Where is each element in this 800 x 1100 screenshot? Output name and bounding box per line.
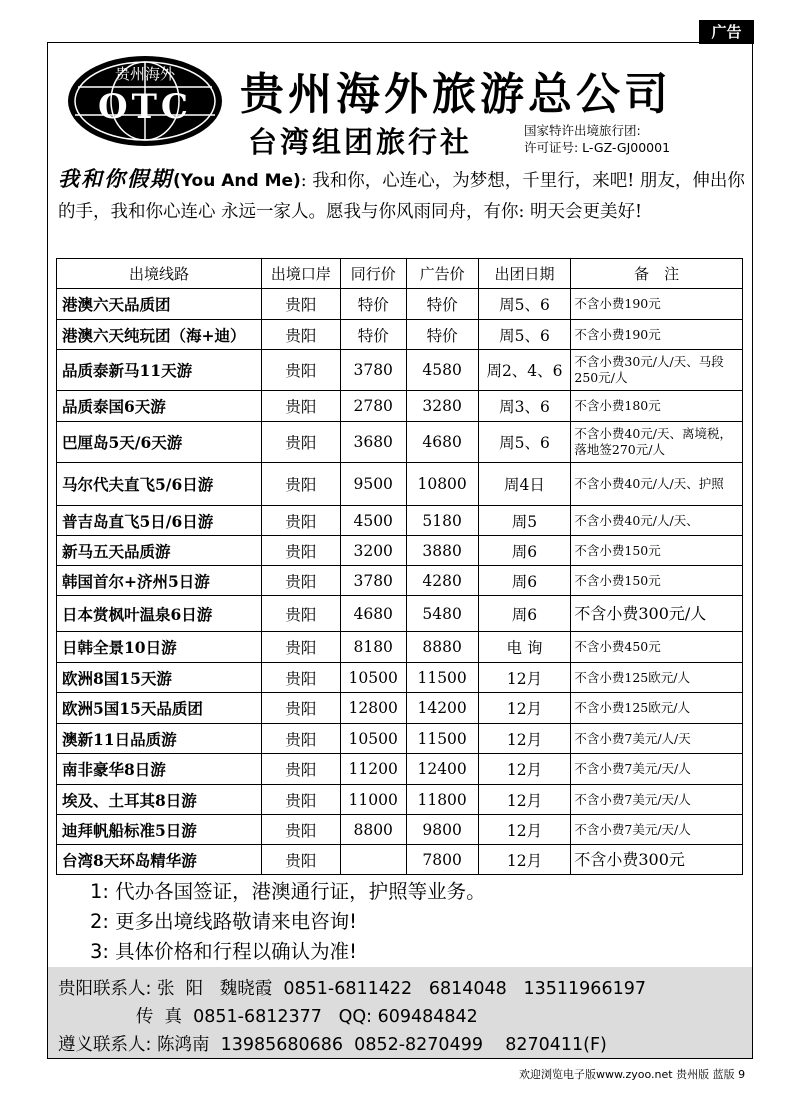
route-ad-price: 12400: [406, 754, 478, 785]
header-note: 备 注: [571, 259, 743, 289]
route-port: 贵阳: [261, 463, 340, 506]
table-row: [57, 350, 743, 391]
table-row: [57, 785, 743, 815]
route-peer-price: 2780: [340, 391, 406, 422]
route-name: 港澳六天品质团: [57, 289, 262, 320]
contact-line-guiyang: 贵阳联系人: 张 阳 魏晓霞 0851-6811422 6814048 13511966197: [58, 979, 646, 999]
route-note: 不含小费190元: [571, 289, 743, 320]
route-peer-price: 3680: [340, 422, 406, 463]
route-port: 贵阳: [261, 350, 340, 391]
route-date: 12月: [478, 754, 571, 785]
route-peer-price: 10500: [340, 724, 406, 754]
route-ad-price: 9800: [406, 815, 478, 845]
route-peer-price: 特价: [340, 289, 406, 320]
route-name: 欧洲5国15天品质团: [57, 693, 262, 724]
route-peer-price: 11200: [340, 754, 406, 785]
route-peer-price: 4500: [340, 506, 406, 536]
route-date: 周6: [478, 566, 571, 596]
header-peer-price: 同行价: [340, 259, 406, 289]
table-row: [57, 596, 743, 632]
route-note: 不含小费300元/人: [571, 596, 743, 632]
route-ad-price: 11500: [406, 724, 478, 754]
route-port: 贵阳: [261, 815, 340, 845]
route-name: 巴厘岛5天/6天游: [57, 422, 262, 463]
route-port: 贵阳: [261, 320, 340, 350]
slogan-english: (You And Me): [173, 171, 301, 191]
route-date: 周2、4、6: [478, 350, 571, 391]
page-footer: 欢迎浏览电子版www.zyoo.net 贵州版 蓝版 9: [519, 1068, 746, 1081]
route-peer-price: 8800: [340, 815, 406, 845]
route-peer-price: [340, 845, 406, 875]
route-note: 不含小费30元/人/天、马段250元/人: [571, 350, 743, 391]
route-name: 欧洲8国15天游: [57, 663, 262, 693]
route-port: 贵阳: [261, 632, 340, 663]
route-name: 普吉岛直飞5日/6日游: [57, 506, 262, 536]
table-row: [57, 566, 743, 596]
route-note: 不含小费150元: [571, 566, 743, 596]
route-name: 埃及、土耳其8日游: [57, 785, 262, 815]
route-peer-price: 3780: [340, 566, 406, 596]
table-row: [57, 463, 743, 506]
license-line-1: 国家特许出境旅行团:: [524, 123, 641, 138]
route-date: 周6: [478, 536, 571, 566]
route-port: 贵阳: [261, 785, 340, 815]
route-port: 贵阳: [261, 289, 340, 320]
route-name: 台湾8天环岛精华游: [57, 845, 262, 875]
route-peer-price: 12800: [340, 693, 406, 724]
header-ad-price: 广告价: [406, 259, 478, 289]
route-ad-price: 3280: [406, 391, 478, 422]
route-name: 品质泰国6天游: [57, 391, 262, 422]
service-note-1: 1: 代办各国签证，港澳通行证，护照等业务。: [90, 880, 486, 903]
route-port: 贵阳: [261, 845, 340, 875]
route-port: 贵阳: [261, 596, 340, 632]
table-row: [57, 506, 743, 536]
route-date: 12月: [478, 845, 571, 875]
route-peer-price: 3200: [340, 536, 406, 566]
route-ad-price: 7800: [406, 845, 478, 875]
route-date: 周6: [478, 596, 571, 632]
route-date: 周5、6: [478, 320, 571, 350]
route-port: 贵阳: [261, 754, 340, 785]
route-note: 不含小费150元: [571, 536, 743, 566]
table-row: [57, 536, 743, 566]
table-row: [57, 663, 743, 693]
route-port: 贵阳: [261, 391, 340, 422]
route-ad-price: 3880: [406, 536, 478, 566]
route-name: 澳新11日品质游: [57, 724, 262, 754]
route-name: 韩国首尔+济州5日游: [57, 566, 262, 596]
contact-line-fax: 传 真 0851-6812377 QQ: 609484842: [58, 1007, 478, 1027]
route-ad-price: 5180: [406, 506, 478, 536]
route-date: 12月: [478, 785, 571, 815]
ad-tag: 广告: [699, 20, 754, 44]
route-ad-price: 特价: [406, 289, 478, 320]
route-peer-price: 8180: [340, 632, 406, 663]
company-title: 贵州海外旅游总公司: [240, 69, 672, 120]
route-peer-price: 11000: [340, 785, 406, 815]
route-port: 贵阳: [261, 422, 340, 463]
route-note: 不含小费40元/天、离境税，落地签270元/人: [571, 422, 743, 463]
header-port: 出境口岸: [261, 259, 340, 289]
route-date: 周5: [478, 506, 571, 536]
route-peer-price: 3780: [340, 350, 406, 391]
route-date: 电 询: [478, 632, 571, 663]
route-ad-price: 8880: [406, 632, 478, 663]
route-name: 日本赏枫叶温泉6日游: [57, 596, 262, 632]
route-peer-price: 特价: [340, 320, 406, 350]
table-row: [57, 320, 743, 350]
route-note: 不含小费125欧元/人: [571, 663, 743, 693]
route-port: 贵阳: [261, 506, 340, 536]
service-note-3: 3: 具体价格和行程以确认为准!: [90, 940, 357, 963]
company-subtitle: 台湾组团旅行社: [248, 125, 473, 159]
route-ad-price: 4280: [406, 566, 478, 596]
route-ad-price: 11500: [406, 663, 478, 693]
route-port: 贵阳: [261, 536, 340, 566]
route-note: 不含小费7美元/天/人: [571, 785, 743, 815]
route-port: 贵阳: [261, 663, 340, 693]
route-date: 周5、6: [478, 289, 571, 320]
route-peer-price: 9500: [340, 463, 406, 506]
route-note: 不含小费40元/人/天、护照: [571, 463, 743, 506]
slogan-paragraph: [58, 163, 748, 228]
route-note: 不含小费7美元/天/人: [571, 815, 743, 845]
route-ad-price: 特价: [406, 320, 478, 350]
route-ad-price: 4680: [406, 422, 478, 463]
table-header-row: [57, 259, 743, 289]
route-date: 12月: [478, 693, 571, 724]
route-name: 南非豪华8日游: [57, 754, 262, 785]
table-row: [57, 724, 743, 754]
route-ad-price: 5480: [406, 596, 478, 632]
route-date: 周5、6: [478, 422, 571, 463]
slogan-body: : 我和你，心连心，为梦想，千里行，来吧! 朋友，伸出你的手，我和你心连心 永远一家人。愿我与你风雨同舟，有你: 明天会更美好!: [58, 171, 745, 222]
route-name: 品质泰新马11天游: [57, 350, 262, 391]
route-note: 不含小费300元: [571, 845, 743, 875]
route-ad-price: 11800: [406, 785, 478, 815]
license-line-2: 许可证号: L-GZ-GJ00001: [524, 140, 671, 155]
table-row: [57, 632, 743, 663]
route-note: 不含小费40元/人/天、: [571, 506, 743, 536]
route-ad-price: 4580: [406, 350, 478, 391]
route-port: 贵阳: [261, 566, 340, 596]
service-note-2: 2: 更多出境线路敬请来电咨询!: [90, 910, 357, 933]
route-date: 周4日: [478, 463, 571, 506]
route-date: 12月: [478, 724, 571, 754]
routes-table: [56, 258, 743, 875]
route-peer-price: 4680: [340, 596, 406, 632]
route-peer-price: 10500: [340, 663, 406, 693]
route-date: 12月: [478, 663, 571, 693]
route-port: 贵阳: [261, 724, 340, 754]
route-name: 新马五天品质游: [57, 536, 262, 566]
table-row: [57, 754, 743, 785]
route-ad-price: 10800: [406, 463, 478, 506]
route-name: 日韩全景10日游: [57, 632, 262, 663]
route-ad-price: 14200: [406, 693, 478, 724]
otc-logo: [66, 54, 224, 148]
header-route: 出境线路: [57, 259, 262, 289]
header-depart-date: 出团日期: [478, 259, 571, 289]
route-date: 周3、6: [478, 391, 571, 422]
route-port: 贵阳: [261, 693, 340, 724]
route-name: 马尔代夫直飞5/6日游: [57, 463, 262, 506]
slogan-title: 我和你假期: [58, 166, 173, 191]
table-row: [57, 289, 743, 320]
contact-line-zunyi: 遵义联系人: 陈鸿南 13985680686 0852-8270499 8270411(F): [58, 1035, 607, 1055]
license-info: [524, 122, 670, 156]
route-note: 不含小费180元: [571, 391, 743, 422]
table-row: [57, 391, 743, 422]
route-date: 12月: [478, 815, 571, 845]
table-row: [57, 693, 743, 724]
route-name: 迪拜帆船标准5日游: [57, 815, 262, 845]
route-note: 不含小费450元: [571, 632, 743, 663]
logo-arc-text: 贵州海外: [114, 65, 176, 83]
logo-acronym: OTC: [98, 87, 192, 127]
table-row: [57, 845, 743, 875]
table-row: [57, 422, 743, 463]
table-row: [57, 815, 743, 845]
route-note: 不含小费125欧元/人: [571, 693, 743, 724]
route-name: 港澳六天纯玩团（海+迪）: [57, 320, 262, 350]
service-notes: [90, 877, 486, 967]
route-note: 不含小费190元: [571, 320, 743, 350]
route-note: 不含小费7美元/天/人: [571, 754, 743, 785]
route-note: 不含小费7美元/人/天: [571, 724, 743, 754]
